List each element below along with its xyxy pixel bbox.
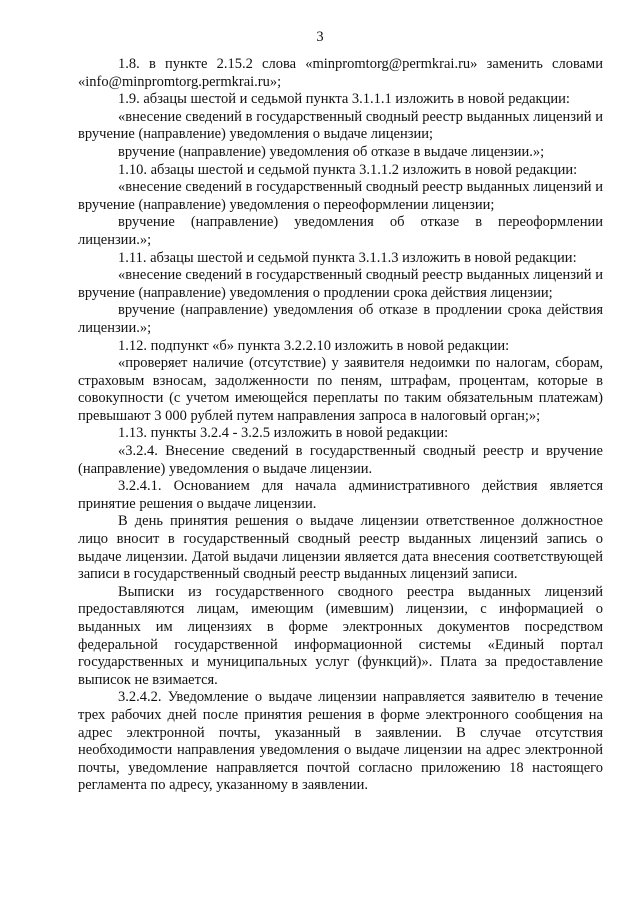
paragraph-3-2-4: «3.2.4. Внесение сведений в государственный сводный реестр и вручение (направление) уведомления о выдаче лицензии. — [78, 443, 603, 477]
paragraph-1-9: 1.9. абзацы шестой и седьмой пункта 3.1.1.1 изложить в новой редакции: — [118, 91, 570, 108]
page-number: 3 — [316, 29, 324, 45]
paragraph-1-11-quote-1: «внесение сведений в государственный сводный реестр выданных лицензий и вручение (направление) уведомления о продлении срока действия лицензии; — [78, 267, 603, 301]
document-body — [78, 56, 603, 795]
paragraph-3-2-4-1-extracts: Выписки из государственного сводного реестра выданных лицензий предоставляются лицам, имеющим (имевшим) лицензии, с информацией о выданных им лицензиях в форме электронных документов посредством федеральной государственной информационной системы «Единый портал государственных и муниципальных услуг (функций)». Плата за предоставление выписок не взимается. — [78, 583, 603, 688]
paragraph-1-12-quote: «проверяет наличие (отсутствие) у заявителя недоимки по налогам, сборам, страховым взносам, задолженности по пеням, штрафам, процентам, которые в совокупности (с учетом имеющейся переплаты по таким обязательным платежам) превышают 3 000 рублей путем направления запроса в налоговый орган;»; — [78, 355, 603, 424]
paragraph-1-10: 1.10. абзацы шестой и седьмой пункта 3.1.1.2 изложить в новой редакции: — [118, 161, 578, 178]
paragraph-1-11-quote-2: вручение (направление) уведомления об отказе в продлении срока действия лицензии.»; — [78, 302, 603, 336]
paragraph-1-10-quote-1: «внесение сведений в государственный сводный реестр выданных лицензий и вручение (направление) уведомления о переоформлении лицензии; — [78, 179, 603, 213]
paragraph-1-9-quote-1: «внесение сведений в государственный сводный реестр выданных лицензий и вручение (направление) уведомления о выдаче лицензии; — [78, 108, 603, 143]
paragraph-3-2-4-1: 3.2.4.1. Основанием для начала административного действия является принятие решения о выдаче лицензии. — [78, 478, 603, 512]
paragraph-3-2-4-2: 3.2.4.2. Уведомление о выдаче лицензии направляется заявителю в течение трех рабочих дней после принятия решения в форме электронного сообщения на адрес электронной почты, указанный в заявлении. В случае отсутствия необходимости направления уведомления о выдаче лицензии на адрес электронной почты, уведомление направляется почтой согласно приложению 18 настоящего регламента по адресу, указанному в заявлении. — [78, 689, 603, 794]
paragraph-1-10-quote-2: вручение (направление) уведомления об отказе в переоформлении лицензии.»; — [78, 214, 603, 248]
paragraph-1-9-quote-2: вручение (направление) уведомления об отказе в выдаче лицензии.»; — [118, 143, 545, 160]
paragraph-1-13: 1.13. пункты 3.2.4 - 3.2.5 изложить в новой редакции: — [118, 425, 449, 442]
paragraph-1-12: 1.12. подпункт «б» пункта 3.2.2.10 изложить в новой редакции: — [118, 337, 510, 354]
paragraph-1-11: 1.11. абзацы шестой и седьмой пункта 3.1.1.3 изложить в новой редакции: — [118, 249, 577, 266]
paragraph-3-2-4-1-record: В день принятия решения о выдаче лицензии ответственное должностное лицо вносит в государственный сводный реестр выданных лицензий запись о выдаче лицензии. Датой выдачи лицензии является дата внесения соответствующей записи в государственный сводный реестр выданных лицензий записи. — [78, 513, 603, 583]
paragraph-1-8: 1.8. в пункте 2.15.2 слова «minpromtorg@permkrai.ru» заменить словами «info@minpromtorg.permkrai.ru»; — [78, 56, 603, 90]
